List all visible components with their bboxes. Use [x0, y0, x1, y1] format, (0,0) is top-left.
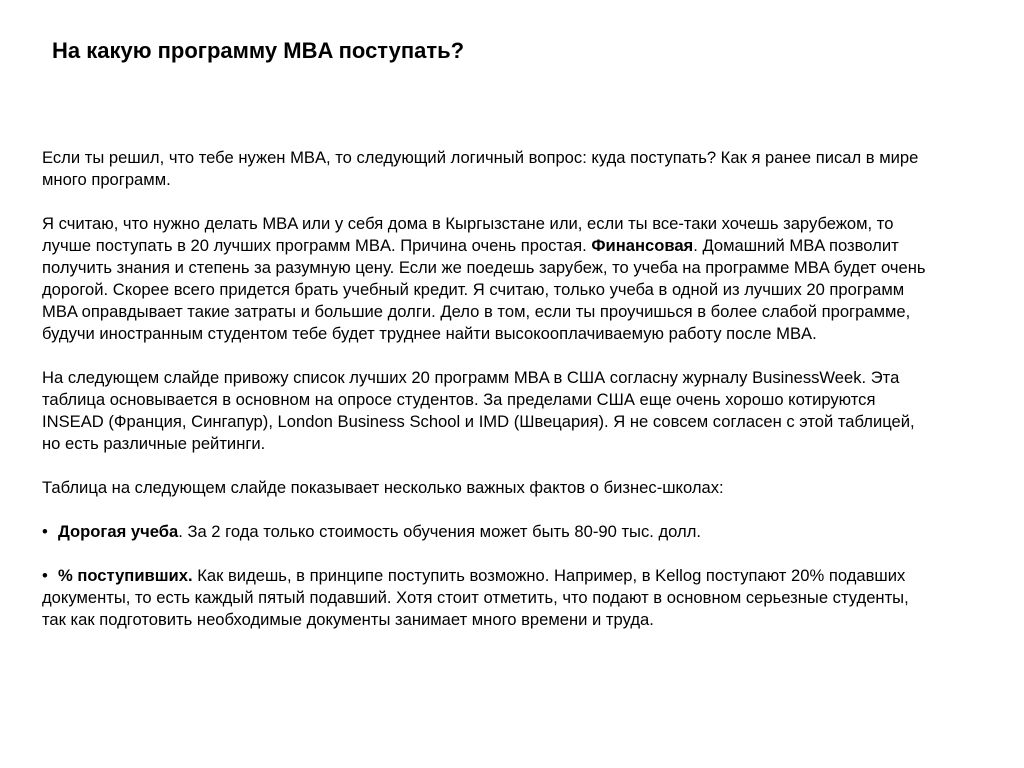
- bullet-expensive-tuition-text: . За 2 года только стоимость обучения может быть 80-90 тыс. долл.: [178, 522, 702, 541]
- bullet-dot-icon: •: [42, 566, 48, 585]
- opinion-text-end: . Домашний MBA позволит получить знания и степень за разумную цену. Если же поедешь зарубеж, то учеба на программе MBA будет очень дорогой. Скорее всего придется брать учебный кредит. Я считаю, только учеба в одной из лучших 20 программ MBA оправдывает такие затраты и большие долги. Дело в том, если ты проучишься в более слабой программе, будучи иностранным студентом тебе будет труднее найти высокооплачиваемую работу после MBA.: [42, 236, 926, 343]
- ranking-paragraph: На следующем слайде привожу список лучших 20 программ MBA в США согласну журналу BusinessWeek. Эта таблица основывается в основном на опросе студентов. За пределами США еще очень хорошо котируются INSEAD (Франция, Сингапур), London Business School и IMD (Швецария). Я не совсем согласен с этой таблицей, но есть различные рейтинги.: [42, 368, 915, 453]
- intro-paragraph: Если ты решил, что тебе нужен MBA, то следующий логичный вопрос: куда поступать? Как я ранее писал в мире много программ.: [42, 148, 919, 189]
- bullet-dot-icon: •: [42, 522, 48, 541]
- bullet-admission-rate-text: Как видешь, в принципе поступить возможно. Например, в Kellog поступают 20% подавших документы, то есть каждый пятый подавший. Хотя стоит отметить, что подают в основном серьезные студенты, так как подготовить необходимые документы занимает много времени и труда.: [42, 566, 909, 629]
- bullet-admission-rate-label: % поступивших.: [58, 566, 193, 585]
- slide-body: [42, 147, 927, 631]
- facts-intro-paragraph: Таблица на следующем слайде показывает несколько важных фактов о бизнес-школах:: [42, 478, 724, 497]
- opinion-paragraph: [42, 213, 927, 345]
- financial-reason-emphasis: Финансовая: [591, 236, 694, 255]
- slide-title: На какую программу MBA поступать?: [52, 38, 465, 63]
- bullet-expensive-tuition: [42, 521, 927, 543]
- bullet-admission-rate: [42, 565, 927, 631]
- bullet-expensive-tuition-label: Дорогая учеба: [58, 522, 179, 541]
- opinion-text-start: Я считаю, что нужно делать MBA или у себя дома в Кыргызстане или, если ты все-таки хочешь зарубежом, то лучше поступать в 20 лучших программ MBA. Причина очень простая.: [42, 214, 894, 255]
